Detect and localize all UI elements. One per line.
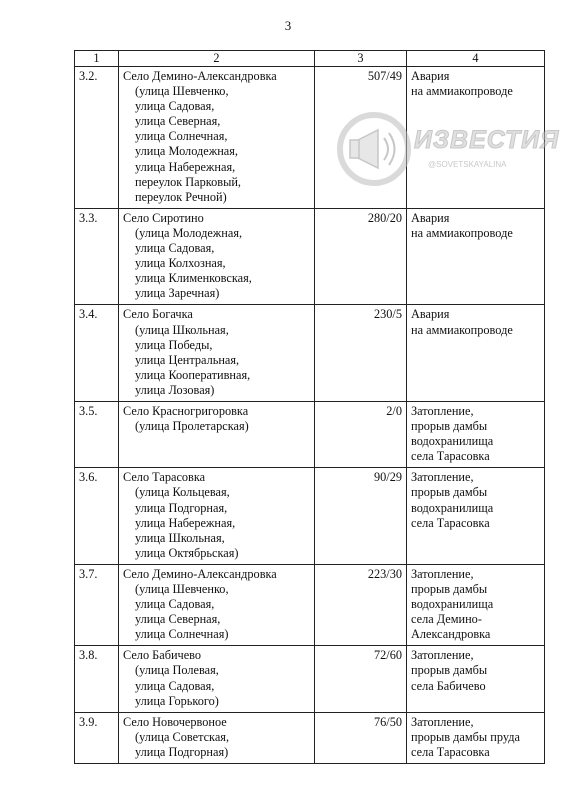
- watermark-subtitle: @SOVETSKAYALINA: [428, 160, 507, 169]
- street-name: улица Школьная,: [135, 530, 225, 545]
- cause-cell: [407, 208, 545, 305]
- location-cell: [119, 67, 315, 209]
- location-cell: [119, 646, 315, 712]
- cause-line: села Бабичево: [411, 678, 486, 693]
- street-name: улица Набережная,: [135, 515, 236, 530]
- row-number: 3.8.: [75, 646, 119, 712]
- street-name: улица Северная,: [135, 612, 221, 627]
- cause-cell: [407, 712, 545, 763]
- street-name: улица Набережная,: [135, 159, 236, 174]
- village-name: Село Тарасовка: [123, 470, 206, 485]
- table-row: [75, 208, 545, 305]
- street-name: улица Садовая,: [135, 241, 215, 256]
- street-name: переулок Речной): [135, 189, 227, 204]
- cause-line: Затопление,: [411, 470, 474, 485]
- row-number: 3.4.: [75, 305, 119, 402]
- cause-line: Затопление,: [411, 403, 474, 418]
- street-name: (улица Советская,: [135, 729, 230, 744]
- street-name: улица Победы,: [135, 337, 213, 352]
- row-number: 3.7.: [75, 564, 119, 645]
- row-number: 3.6.: [75, 468, 119, 565]
- street-name: улица Садовая,: [135, 99, 215, 114]
- watermark-title: ИЗВЕСТИЯ: [414, 126, 560, 154]
- street-name: (улица Кольцевая,: [135, 485, 230, 500]
- cause-line: села Тарасовка: [411, 515, 490, 530]
- location-cell: [119, 468, 315, 565]
- cause-line: Затопление,: [411, 566, 474, 581]
- village-name: Село Бабичево: [123, 648, 202, 663]
- cause-line: водохранилища: [411, 500, 494, 515]
- table-row: [75, 646, 545, 712]
- header-row: [75, 51, 545, 67]
- street-name: улица Подгорная): [135, 744, 229, 759]
- street-name: (улица Шевченко,: [135, 582, 229, 596]
- row-number: 3.9.: [75, 712, 119, 763]
- value-cell: 507/49: [315, 67, 407, 209]
- cause-cell: [407, 401, 545, 467]
- value-cell: 72/60: [315, 646, 407, 712]
- street-name: улица Колхозная,: [135, 256, 226, 271]
- street-name: улица Октябрьская): [135, 545, 239, 560]
- street-name: улица Садовая,: [135, 678, 215, 693]
- street-name: улица Северная,: [135, 114, 221, 129]
- cause-line: водохранилища: [411, 434, 494, 449]
- cause-line: села Тарасовка: [411, 744, 490, 759]
- cause-line: Авария: [411, 210, 450, 225]
- value-cell: 230/5: [315, 305, 407, 402]
- value-cell: 76/50: [315, 712, 407, 763]
- cause-line: прорыв дамбы: [411, 485, 488, 500]
- street-name: (улица Школьная,: [135, 322, 229, 337]
- table-row: [75, 564, 545, 645]
- table-row: [75, 401, 545, 467]
- street-name: улица Солнечная,: [135, 129, 228, 144]
- column-header-4: 4: [407, 51, 545, 67]
- cause-line: Авария: [411, 69, 450, 83]
- cause-line: на аммиакопроводе: [411, 84, 513, 99]
- village-name: Село Демино-Александровка: [123, 69, 277, 83]
- cause-cell: [407, 305, 545, 402]
- cause-line: Затопление,: [411, 714, 474, 729]
- cause-cell: [407, 564, 545, 645]
- cause-line: на аммиакопроводе: [411, 225, 513, 240]
- location-cell: [119, 712, 315, 763]
- column-header-2: 2: [119, 51, 315, 67]
- cause-line: прорыв дамбы: [411, 582, 488, 596]
- street-name: улица Горького): [135, 693, 219, 708]
- row-number: 3.2.: [75, 67, 119, 209]
- cause-cell: [407, 468, 545, 565]
- street-name: (улица Шевченко,: [135, 84, 229, 99]
- location-cell: [119, 208, 315, 305]
- street-name: (улица Молодежная,: [135, 225, 243, 240]
- street-name: улица Подгорная,: [135, 500, 228, 515]
- row-number: 3.5.: [75, 401, 119, 467]
- street-name: улица Заречная): [135, 286, 220, 301]
- column-header-1: 1: [75, 51, 119, 67]
- page-number: 3: [284, 18, 292, 33]
- value-cell: 2/0: [315, 401, 407, 467]
- village-name: Село Богачка: [123, 307, 193, 322]
- location-cell: [119, 401, 315, 467]
- column-header-3: 3: [315, 51, 407, 67]
- street-name: улица Центральная,: [135, 352, 240, 367]
- cause-line: села Тарасовка: [411, 449, 490, 464]
- street-name: улица Кооперативная,: [135, 367, 251, 382]
- village-name: Село Новочервоное: [123, 714, 227, 729]
- table-row: [75, 712, 545, 763]
- street-name: улица Садовая,: [135, 597, 215, 612]
- village-name: Село Сиротино: [123, 210, 204, 225]
- village-name: Село Красногригоровка: [123, 403, 249, 418]
- cause-line: прорыв дамбы: [411, 419, 488, 434]
- watermark-logo: [336, 110, 560, 188]
- cause-cell: [407, 646, 545, 712]
- cause-line: Затопление,: [411, 648, 474, 663]
- cause-line: прорыв дамбы: [411, 663, 488, 678]
- value-cell: 90/29: [315, 468, 407, 565]
- street-name: (улица Полевая,: [135, 663, 219, 678]
- cause-line: села Демино-: [411, 612, 482, 627]
- row-number: 3.3.: [75, 208, 119, 305]
- location-cell: [119, 564, 315, 645]
- street-name: улица Лозовая): [135, 382, 215, 397]
- table-row: [75, 468, 545, 565]
- cause-line: Авария: [411, 307, 450, 322]
- street-name: улица Солнечная): [135, 627, 229, 642]
- cause-line: на аммиакопроводе: [411, 322, 513, 337]
- street-name: переулок Парковый,: [135, 174, 241, 189]
- value-cell: 280/20: [315, 208, 407, 305]
- location-cell: [119, 305, 315, 402]
- value-cell: 223/30: [315, 564, 407, 645]
- table-row: [75, 305, 545, 402]
- megaphone-icon: [336, 110, 416, 188]
- street-name: улица Клименковская,: [135, 271, 252, 286]
- street-name: улица Молодежная,: [135, 144, 238, 159]
- cause-line: водохранилища: [411, 597, 494, 612]
- cause-line: Александровка: [411, 627, 491, 642]
- cause-line: прорыв дамбы пруда: [411, 729, 520, 744]
- street-name: (улица Пролетарская): [135, 419, 249, 434]
- village-name: Село Демино-Александровка: [123, 566, 277, 581]
